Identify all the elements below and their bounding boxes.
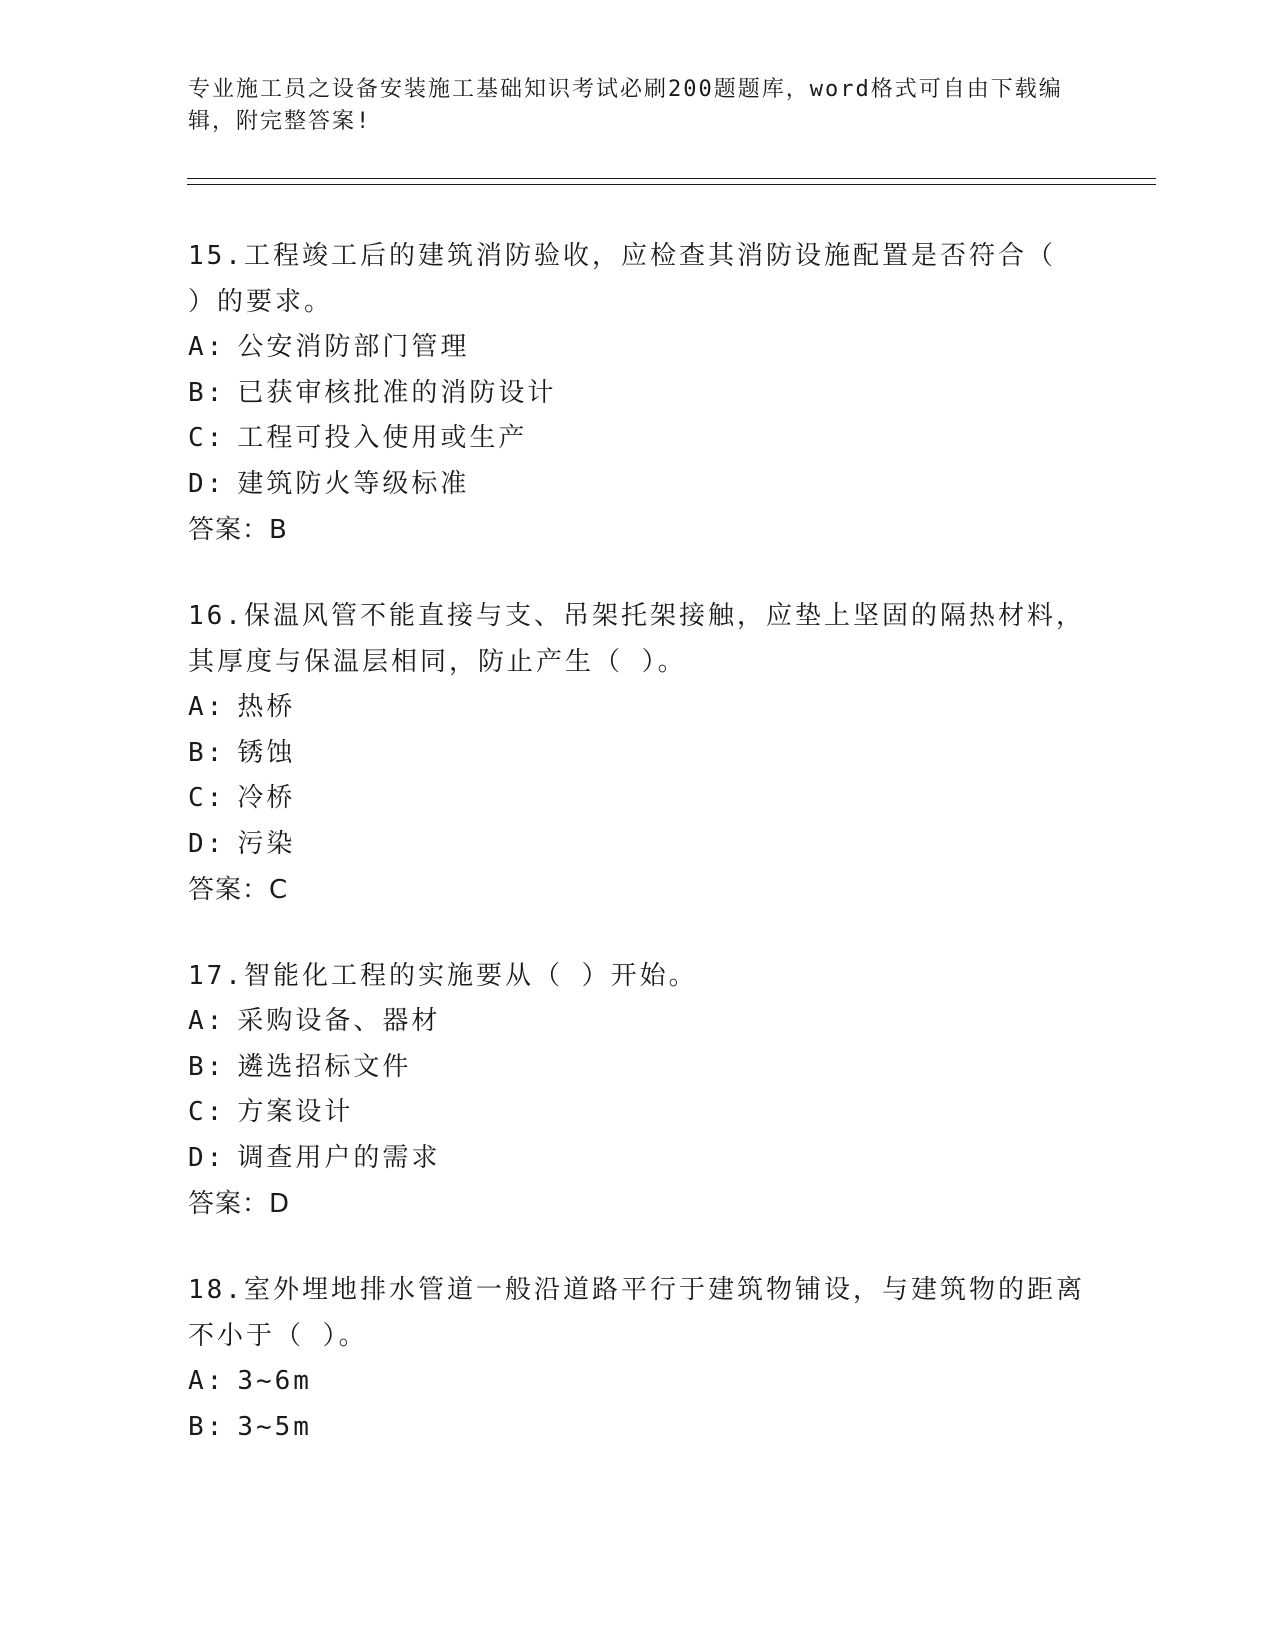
option-key: B: — [188, 1051, 226, 1082]
option-text: 遴选招标文件 — [237, 1051, 412, 1082]
question-text: 室外埋地排水管道一般沿道路平行于建筑物铺设，与建筑物的距离不小于（ ）。 — [188, 1275, 1085, 1351]
answer-line: 答案：B — [188, 515, 288, 545]
option-text: 冷桥 — [237, 783, 296, 813]
question-number: 16. — [188, 601, 244, 631]
question-list — [188, 233, 1088, 1490]
option-d — [188, 462, 1088, 508]
option-key: D: — [188, 828, 226, 859]
option-c — [188, 776, 1088, 822]
question-text: 工程竣工后的建筑消防验收，应检查其消防设施配置是否符合（ ）的要求。 — [188, 241, 1056, 317]
option-c — [188, 1090, 1088, 1136]
option-key: C: — [188, 1097, 226, 1127]
question-number: 17. — [188, 961, 244, 991]
option-key: B: — [188, 377, 226, 408]
option-text: 调查用户的需求 — [237, 1142, 441, 1173]
question-16 — [188, 593, 1088, 913]
question-stem — [188, 593, 1088, 685]
option-text: 3~6m — [237, 1366, 312, 1396]
option-a — [188, 1359, 1088, 1405]
option-text: 热桥 — [237, 692, 296, 722]
question-text: 保温风管不能直接与支、吊架托架接触，应垫上坚固的隔热材料，其厚度与保温层相同，防止产生（ ）。 — [188, 601, 1085, 677]
option-d — [188, 1136, 1088, 1182]
option-text: 3~5m — [237, 1411, 312, 1442]
header-double-rule — [187, 178, 1156, 185]
option-key: A: — [188, 1006, 226, 1036]
option-a — [188, 685, 1088, 731]
option-key: D: — [188, 1142, 226, 1173]
question-15 — [188, 233, 1088, 553]
option-key: C: — [188, 783, 226, 813]
question-18 — [188, 1267, 1088, 1450]
option-text: 污染 — [237, 828, 296, 859]
question-text: 智能化工程的实施要从（ ）开始。 — [243, 961, 698, 991]
document-title: 专业施工员之设备安装施工基础知识考试必刷200题题库，word格式可自由下载编辑，附完整答案! — [188, 77, 1063, 134]
question-stem — [188, 953, 1088, 999]
option-text: 已获审核批准的消防设计 — [237, 377, 557, 408]
option-b — [188, 371, 1088, 417]
option-text: 方案设计 — [237, 1097, 354, 1127]
question-number: 15. — [188, 241, 244, 271]
option-text: 采购设备、器材 — [237, 1006, 441, 1036]
option-text: 公安消防部门管理 — [237, 332, 470, 362]
option-c — [188, 416, 1088, 462]
option-key: C: — [188, 423, 226, 453]
option-key: B: — [188, 737, 226, 768]
question-stem — [188, 233, 1088, 325]
question-number: 18. — [188, 1275, 244, 1305]
option-a — [188, 325, 1088, 371]
option-key: B: — [188, 1411, 226, 1442]
question-17 — [188, 953, 1088, 1227]
option-key: A: — [188, 692, 226, 722]
answer-line: 答案：D — [188, 1189, 291, 1219]
option-b — [188, 1405, 1088, 1451]
question-stem — [188, 1267, 1088, 1359]
option-text: 工程可投入使用或生产 — [237, 423, 528, 453]
option-a — [188, 999, 1088, 1045]
option-d — [188, 822, 1088, 868]
option-key: A: — [188, 332, 226, 362]
option-key: A: — [188, 1366, 226, 1396]
option-key: D: — [188, 468, 226, 499]
option-b — [188, 731, 1088, 777]
option-text: 锈蚀 — [237, 737, 296, 768]
answer-line: 答案：C — [188, 875, 289, 905]
option-text: 建筑防火等级标准 — [237, 468, 470, 499]
option-b — [188, 1045, 1088, 1091]
